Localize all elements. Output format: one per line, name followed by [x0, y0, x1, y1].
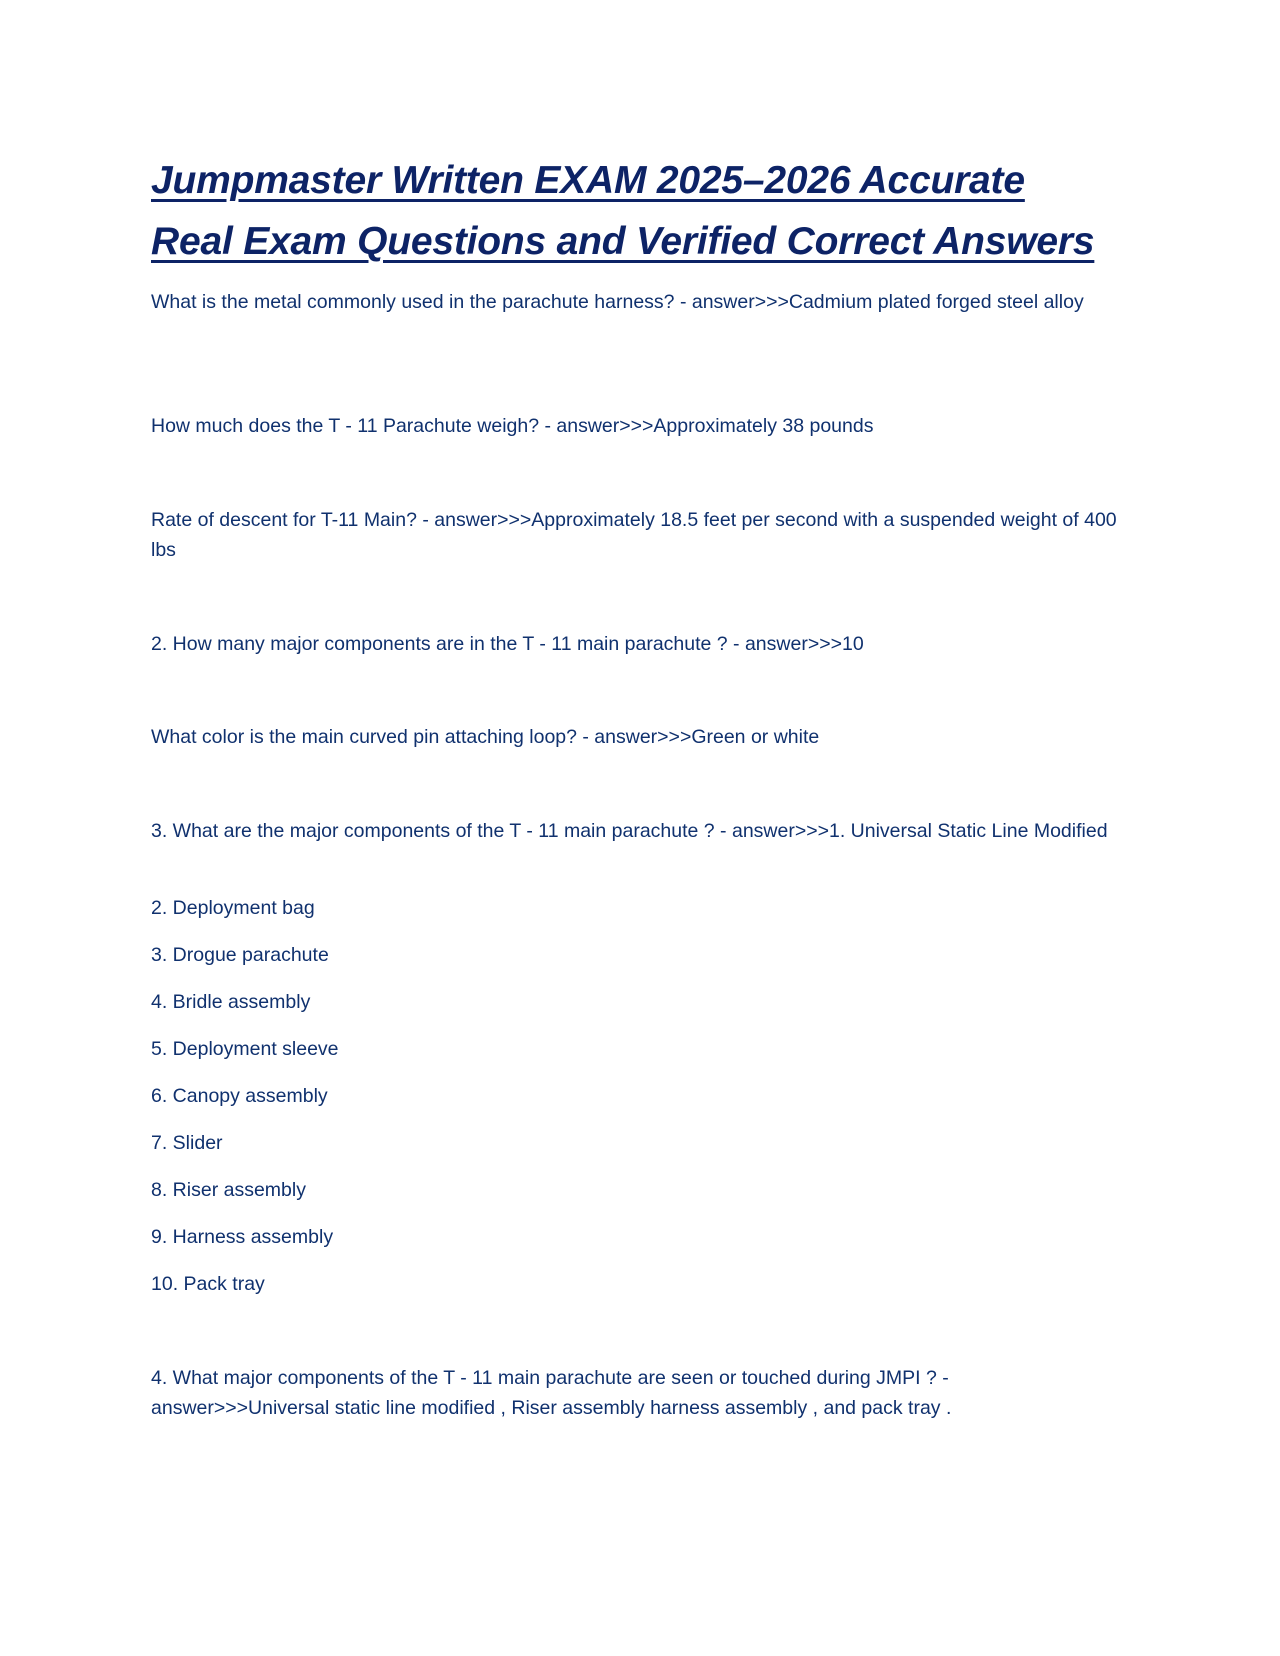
list-item: 3. Drogue parachute	[151, 944, 329, 966]
list-item: 5. Deployment sleeve	[151, 1038, 339, 1060]
qa-metal-harness: What is the metal commonly used in the parachute harness? - answer>>>Cadmium plated forged steel alloy	[151, 291, 1084, 313]
list-item: 2. Deployment bag	[151, 897, 315, 919]
document-title	[151, 150, 1151, 272]
list-item: 8. Riser assembly	[151, 1179, 306, 1201]
list-item: 4. Bridle assembly	[151, 991, 311, 1013]
qa-jmpi-components: 4. What major components of the T - 11 main parachute are seen or touched during JMPI ? - answer>>>Universal static line modified , Riser assembly harness assembly , and pack tray .	[151, 1367, 952, 1419]
qa-rate-of-descent: Rate of descent for T-11 Main? - answer>>>Approximately 18.5 feet per second with a suspended weight of 400 lbs	[151, 509, 1117, 561]
title-line-2: Real Exam Questions and Verified Correct Answers	[151, 220, 1095, 263]
qa-major-components-count: 2. How many major components are in the T - 11 main parachute ? - answer>>>10	[151, 633, 864, 655]
title-line-1: Jumpmaster Written EXAM 2025–2026 Accurate	[151, 159, 1025, 202]
list-item: 6. Canopy assembly	[151, 1085, 328, 1107]
list-item: 10. Pack tray	[151, 1273, 265, 1295]
list-item: 9. Harness assembly	[151, 1226, 334, 1248]
list-item: 7. Slider	[151, 1132, 223, 1154]
qa-curved-pin-loop-color: What color is the main curved pin attaching loop? - answer>>>Green or white	[151, 726, 820, 748]
qa-major-components-list: 3. What are the major components of the T - 11 main parachute ? - answer>>>1. Universal Static Line Modified	[151, 820, 1108, 842]
qa-parachute-weight: How much does the T - 11 Parachute weigh? - answer>>>Approximately 38 pounds	[151, 415, 874, 437]
